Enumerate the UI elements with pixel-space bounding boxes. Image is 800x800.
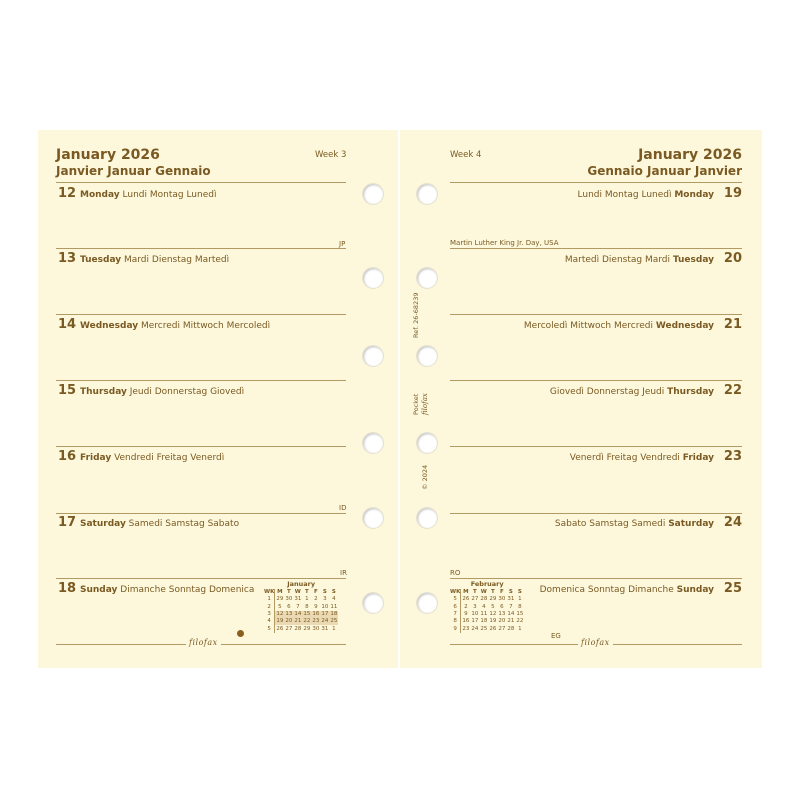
day-row	[570, 449, 742, 464]
day-row	[578, 186, 742, 201]
mini-calendar-cell: 7	[509, 603, 513, 610]
page-title: January 2026	[56, 147, 160, 163]
mini-calendar-cell: 26	[489, 625, 497, 632]
mini-calendar-cell: 21	[507, 618, 515, 625]
day-row	[58, 515, 239, 530]
mini-calendar-cell: 3	[264, 611, 275, 618]
mini-calendar-cell: 10	[471, 611, 479, 618]
holiday-note-id: ID	[339, 504, 347, 512]
mini-calendar-cell: 25	[330, 618, 338, 625]
mini-calendar-cell: 28	[507, 625, 515, 632]
mini-calendar-cell: 22	[303, 618, 311, 625]
holiday-note-eg: EG	[551, 632, 561, 640]
mini-calendar-title: February	[470, 580, 504, 588]
mini-calendar-header-cell: T	[286, 589, 291, 596]
holiday-note-ro: RO	[450, 569, 461, 577]
mini-calendar-cell: 31	[507, 596, 515, 603]
day-number: 14	[58, 317, 77, 332]
mini-calendar-header-cell: S	[517, 589, 522, 596]
day-name: Sunday	[80, 585, 118, 595]
divider	[56, 380, 346, 381]
day-name-translations: Venerdì Freitag Vendredi	[569, 453, 683, 463]
ring-hole	[362, 507, 384, 529]
ring-hole	[362, 267, 384, 289]
dot-marker	[237, 630, 244, 637]
mini-calendar-cell: 28	[294, 625, 302, 632]
day-name: Saturday	[80, 519, 126, 529]
day-row	[58, 581, 254, 596]
divider	[56, 314, 346, 315]
mini-calendar-header-cell: WK	[450, 589, 461, 596]
day-name: Saturday	[668, 519, 714, 529]
day-name-translations: Lundi Montag Lunedì	[577, 190, 675, 200]
divider	[56, 182, 346, 183]
day-name-translations: Sabato Samstag Samedi	[554, 519, 669, 529]
mini-calendar-row	[450, 604, 524, 611]
divider	[450, 446, 742, 447]
mini-calendar-header-cell: W	[294, 589, 301, 596]
divider	[450, 248, 742, 249]
mini-calendar-cell: 1	[332, 625, 336, 632]
divider	[450, 182, 742, 183]
day-row	[58, 317, 270, 332]
mini-calendar-cell: 3	[473, 603, 477, 610]
mini-calendar-cell: 21	[294, 618, 302, 625]
day-name: Thursday	[667, 387, 714, 397]
mini-calendar-cell: 29	[276, 596, 284, 603]
mini-calendar-cell: 27	[498, 625, 506, 632]
mini-calendar-cell: 29	[303, 625, 311, 632]
divider	[450, 380, 742, 381]
day-number: 16	[58, 449, 77, 464]
day-number: 12	[58, 186, 77, 201]
day-number: 25	[723, 581, 742, 596]
day-number: 15	[58, 383, 77, 398]
mini-calendar-cell: 9	[464, 611, 468, 618]
mini-calendar-cell: 24	[321, 618, 329, 625]
day-row	[540, 581, 742, 596]
day-name: Friday	[682, 453, 714, 463]
ring-hole	[362, 183, 384, 205]
mini-calendar-cell: 11	[330, 603, 338, 610]
day-row	[58, 186, 216, 201]
day-number: 19	[723, 186, 742, 201]
mini-calendar-cell: 31	[294, 596, 302, 603]
mini-calendar-cell: 9	[450, 625, 461, 632]
day-row	[58, 449, 224, 464]
page-subtitle: Gennaio Januar Janvier	[587, 164, 742, 178]
ring-hole	[362, 345, 384, 367]
day-number: 13	[58, 251, 77, 266]
mini-calendar-cell: 20	[285, 618, 293, 625]
mini-calendar-row	[450, 625, 524, 632]
mini-calendar-cell: 12	[489, 611, 497, 618]
mini-calendar-cell: 2	[464, 603, 468, 610]
mini-calendar-header-cell: T	[304, 589, 309, 596]
mini-calendar-header-cell: S	[322, 589, 327, 596]
day-name-translations: Martedì Dienstag Mardi	[564, 255, 673, 265]
ring-hole	[416, 267, 438, 289]
mini-calendar-cell: 28	[480, 596, 488, 603]
mini-calendar-cell: 4	[332, 596, 336, 603]
mini-calendar-row	[264, 625, 338, 632]
mini-calendar-cell: 31	[321, 625, 329, 632]
divider	[56, 578, 346, 579]
mini-calendar-cell: 5	[491, 603, 495, 610]
mini-calendar-cell: 30	[285, 596, 293, 603]
divider	[56, 248, 346, 249]
mini-calendar-cell: 6	[450, 604, 461, 611]
day-name: Tuesday	[672, 255, 714, 265]
day-number: 20	[723, 251, 742, 266]
mini-calendar-header-cell: F	[313, 589, 318, 596]
day-name: Monday	[80, 190, 120, 200]
day-number: 22	[723, 383, 742, 398]
page-title: January 2026	[638, 147, 742, 163]
mini-calendar-cell: 1	[518, 596, 522, 603]
mini-calendar-cell: 16	[462, 618, 470, 625]
right-page	[400, 130, 762, 668]
filofax-logo: filofax	[578, 638, 613, 647]
mini-calendar-cell: 30	[498, 596, 506, 603]
mini-calendar-row	[264, 611, 338, 618]
day-name-translations: Mardi Dienstag Martedì	[121, 255, 230, 265]
mini-calendar-cell: 15	[516, 611, 524, 618]
day-row	[565, 251, 742, 266]
mini-calendar-cell: 17	[321, 611, 329, 618]
mini-calendar-cell: 27	[285, 625, 293, 632]
divider	[450, 513, 742, 514]
day-name-translations: Jeudi Donnerstag Giovedì	[126, 387, 245, 397]
divider	[450, 578, 742, 579]
divider	[450, 314, 742, 315]
mini-calendar-cell: 15	[303, 611, 311, 618]
mini-calendar-row	[450, 618, 524, 625]
mini-calendar-row	[450, 596, 524, 603]
mini-calendar-cell: 14	[294, 611, 302, 618]
reference-code: Ref. 26-68239	[412, 292, 420, 338]
mini-calendar-cell: 20	[498, 618, 506, 625]
mini-calendar-cell: 27	[471, 596, 479, 603]
mini-calendar-row	[264, 596, 338, 603]
mini-calendar-cell: 29	[489, 596, 497, 603]
copyright: © 2024	[421, 464, 429, 490]
day-row	[550, 383, 742, 398]
mini-calendar-cell: 23	[312, 618, 320, 625]
day-number: 18	[58, 581, 77, 596]
day-name: Wednesday	[80, 321, 139, 331]
mini-calendar-header-cell: F	[499, 589, 504, 596]
mini-calendar-february	[450, 580, 524, 633]
mini-calendar-header-cell: T	[490, 589, 495, 596]
mini-calendar-cell: 17	[471, 618, 479, 625]
mini-calendar-cell: 10	[321, 603, 329, 610]
mini-calendar-row	[264, 604, 338, 611]
mini-calendar-cell: 3	[323, 596, 327, 603]
mini-calendar-cell: 18	[480, 618, 488, 625]
ring-hole	[416, 183, 438, 205]
mini-calendar-cell: 12	[276, 611, 284, 618]
mini-calendar-cell: 5	[264, 625, 275, 632]
day-number: 23	[723, 449, 742, 464]
mini-calendar-header-cell: M	[277, 589, 283, 596]
mini-calendar-header-cell: T	[472, 589, 477, 596]
mini-calendar-cell: 30	[312, 625, 320, 632]
day-row	[524, 317, 742, 332]
mini-calendar-header-cell: W	[480, 589, 487, 596]
pocket-label: Pocket	[412, 393, 420, 415]
mini-calendar-cell: 19	[489, 618, 497, 625]
mini-calendar-cell: 6	[500, 603, 504, 610]
mini-calendar-cell: 2	[314, 596, 318, 603]
mini-calendar-cell: 4	[482, 603, 486, 610]
ring-hole	[362, 432, 384, 454]
day-name-translations: Mercredi Mittwoch Mercoledì	[138, 321, 271, 331]
divider	[56, 446, 346, 447]
day-row	[58, 251, 229, 266]
day-name-translations: Lundi Montag Lunedì	[119, 190, 217, 200]
mini-calendar-header-cell: S	[331, 589, 336, 596]
day-name-translations: Vendredi Freitag Venerdì	[111, 453, 225, 463]
mini-calendar-header-cell: S	[508, 589, 513, 596]
day-row	[58, 383, 244, 398]
mini-calendar-row	[264, 618, 338, 625]
mini-calendar-cell: 26	[276, 625, 284, 632]
ring-hole	[416, 345, 438, 367]
mini-calendar-grid	[450, 589, 524, 633]
mini-calendar-row	[450, 611, 524, 618]
mini-calendar-cell: 7	[450, 611, 461, 618]
mini-calendar-cell: 23	[462, 625, 470, 632]
mini-calendar-cell: 1	[305, 596, 309, 603]
holiday-note-ir: IR	[340, 569, 347, 577]
mini-calendar-cell: 24	[471, 625, 479, 632]
mini-calendar-cell: 8	[305, 603, 309, 610]
day-number: 17	[58, 515, 77, 530]
day-name: Wednesday	[655, 321, 714, 331]
page-subtitle: Janvier Januar Gennaio	[56, 164, 211, 178]
mini-calendar-title: January	[287, 580, 316, 588]
day-name-translations: Domenica Sonntag Dimanche	[539, 585, 677, 595]
ring-hole	[416, 507, 438, 529]
day-name-translations: Dimanche Sonntag Domenica	[117, 585, 255, 595]
divider	[56, 513, 346, 514]
mini-calendar-cell: 5	[278, 603, 282, 610]
filofax-spine-logo: filofax	[421, 393, 429, 415]
mini-calendar-cell: 8	[518, 603, 522, 610]
day-name: Sunday	[676, 585, 714, 595]
mini-calendar-january	[264, 580, 338, 633]
day-name: Monday	[674, 190, 714, 200]
week-label: Week 4	[450, 150, 482, 160]
mini-calendar-cell: 26	[462, 596, 470, 603]
day-number: 21	[723, 317, 742, 332]
mini-calendar-cell: 13	[498, 611, 506, 618]
mini-calendar-cell: 11	[480, 611, 488, 618]
mini-calendar-cell: 9	[314, 603, 318, 610]
mini-calendar-cell: 19	[276, 618, 284, 625]
mini-calendar-cell: 13	[285, 611, 293, 618]
day-name: Thursday	[80, 387, 127, 397]
mini-calendar-cell: 14	[507, 611, 515, 618]
day-name-translations: Mercoledì Mittwoch Mercredi	[523, 321, 656, 331]
day-name: Friday	[80, 453, 112, 463]
mini-calendar-cell: 2	[264, 604, 275, 611]
mini-calendar-cell: 6	[287, 603, 291, 610]
mini-calendar-cell: 16	[312, 611, 320, 618]
mini-calendar-cell: 22	[516, 618, 524, 625]
day-name-translations: Samedi Samstag Sabato	[125, 519, 240, 529]
mini-calendar-cell: 1	[264, 596, 275, 603]
mini-calendar-cell: 5	[450, 596, 461, 603]
ring-hole	[362, 592, 384, 614]
left-page	[38, 130, 398, 668]
mini-calendar-grid	[264, 589, 338, 633]
week-label: Week 3	[315, 150, 347, 160]
mini-calendar-cell: 18	[330, 611, 338, 618]
filofax-logo: filofax	[186, 638, 221, 647]
day-number: 24	[723, 515, 742, 530]
day-name-translations: Giovedì Donnerstag Jeudi	[549, 387, 668, 397]
mini-calendar-cell: 1	[518, 625, 522, 632]
mini-calendar-header-cell: M	[463, 589, 469, 596]
mini-calendar-cell: 8	[450, 618, 461, 625]
holiday-note-mlk: Martin Luther King Jr. Day, USA	[450, 239, 559, 247]
ring-hole	[416, 592, 438, 614]
day-row	[555, 515, 742, 530]
mini-calendar-cell: 25	[480, 625, 488, 632]
mini-calendar-cell: 7	[296, 603, 300, 610]
mini-calendar-cell: 4	[264, 618, 275, 625]
holiday-note-jp: JP	[339, 240, 346, 248]
mini-calendar-header-cell: WK	[264, 589, 275, 596]
ring-hole	[416, 432, 438, 454]
day-name: Tuesday	[80, 255, 122, 265]
